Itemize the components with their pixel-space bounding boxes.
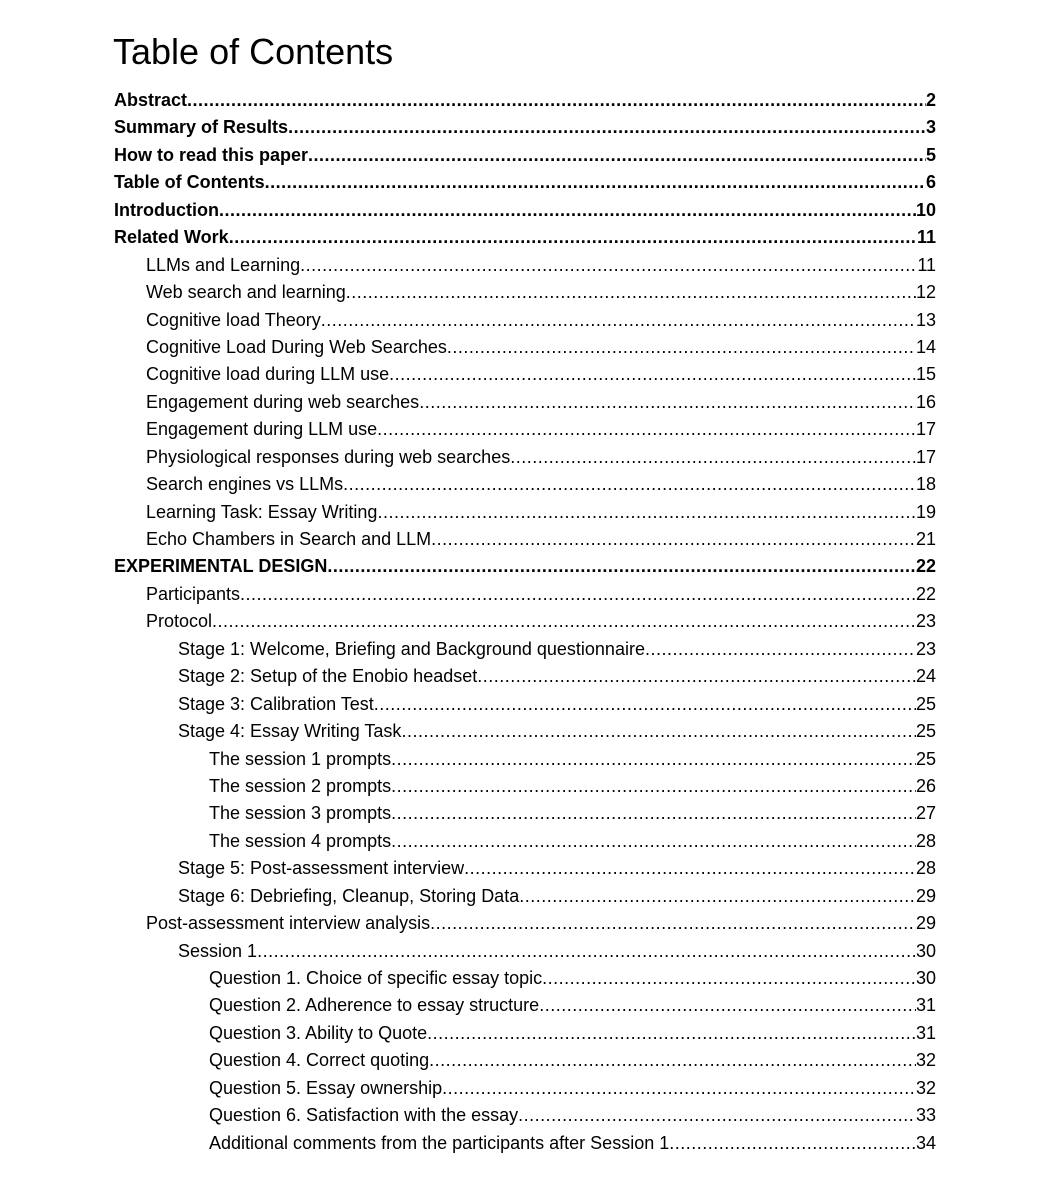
dot-leader bbox=[539, 992, 916, 1019]
toc-entry[interactable] bbox=[0, 1130, 1055, 1157]
toc-entry[interactable] bbox=[0, 142, 1055, 169]
toc-entry-row bbox=[114, 169, 936, 196]
toc-page-number: 18 bbox=[915, 474, 936, 495]
toc-entry-row bbox=[146, 499, 936, 526]
toc-page-number: 25 bbox=[915, 748, 936, 769]
dot-leader bbox=[288, 114, 926, 141]
toc-entry-row bbox=[178, 691, 936, 718]
dot-leader bbox=[308, 142, 926, 169]
toc-entry-label: LLMs and Learning bbox=[146, 254, 301, 275]
toc-entry-label: Question 3. Ability to Quote bbox=[209, 1022, 428, 1043]
dot-leader bbox=[240, 581, 916, 608]
toc-entry-label: Summary of Results bbox=[114, 117, 289, 138]
dot-leader bbox=[212, 608, 916, 635]
toc-entry-label: Session 1 bbox=[178, 940, 258, 961]
toc-entry-row bbox=[209, 746, 936, 773]
toc-entry[interactable] bbox=[0, 1020, 1055, 1047]
toc-page-number: 5 bbox=[925, 144, 936, 165]
toc-page-number: 28 bbox=[915, 830, 936, 851]
toc-entry[interactable] bbox=[0, 252, 1055, 279]
toc-entry-label: Additional comments from the participants after Session 1 bbox=[209, 1132, 670, 1153]
dot-leader bbox=[391, 800, 916, 827]
toc-page-number: 11 bbox=[916, 227, 936, 248]
toc-page-number: 10 bbox=[915, 199, 936, 220]
dot-leader bbox=[374, 691, 916, 718]
toc-entry-label: Related Work bbox=[114, 227, 229, 248]
toc-entry-row bbox=[146, 334, 936, 361]
toc-page-number: 26 bbox=[915, 775, 936, 796]
toc-page-number: 13 bbox=[915, 309, 936, 330]
toc-page-number: 30 bbox=[915, 968, 936, 988]
toc-entry-row bbox=[146, 389, 936, 416]
toc-entry[interactable] bbox=[0, 691, 1055, 718]
toc-entry-label: Cognitive load during LLM use bbox=[146, 364, 390, 385]
dot-leader bbox=[346, 279, 916, 306]
toc-entry[interactable] bbox=[0, 800, 1055, 827]
dot-leader bbox=[542, 965, 916, 992]
toc-entry-label: Table of Contents bbox=[114, 172, 265, 193]
toc-page-number: 2 bbox=[925, 90, 936, 110]
toc-page-number: 32 bbox=[915, 1050, 936, 1071]
toc-page-number: 19 bbox=[915, 501, 936, 522]
toc-page-number: 11 bbox=[917, 254, 936, 275]
toc-entry-label: Engagement during LLM use bbox=[146, 419, 378, 440]
toc-page-number: 17 bbox=[915, 446, 936, 467]
toc-entry[interactable] bbox=[0, 224, 1055, 251]
toc-page-number: 16 bbox=[915, 391, 936, 412]
toc-entry-label: The session 1 prompts bbox=[209, 748, 392, 769]
toc-page-number: 21 bbox=[915, 529, 936, 549]
toc-entry[interactable] bbox=[0, 526, 1055, 553]
toc-entry-label: Participants bbox=[146, 583, 241, 604]
toc-page-number: 29 bbox=[915, 913, 936, 934]
toc-page-number: 30 bbox=[915, 940, 936, 961]
dot-leader bbox=[401, 718, 916, 745]
toc-page-number: 17 bbox=[915, 419, 936, 440]
dot-leader bbox=[447, 334, 916, 361]
toc-page-number: 33 bbox=[915, 1105, 936, 1126]
toc-entry-row bbox=[178, 938, 936, 965]
dot-leader bbox=[477, 663, 916, 690]
toc-entry-row bbox=[209, 1047, 936, 1074]
toc-page-number: 22 bbox=[915, 583, 936, 604]
toc-entry[interactable] bbox=[0, 334, 1055, 361]
dot-leader bbox=[669, 1130, 916, 1157]
toc-entry-row bbox=[146, 910, 936, 937]
toc-entry[interactable] bbox=[0, 361, 1055, 388]
dot-leader bbox=[464, 855, 916, 882]
toc-entry-row bbox=[114, 197, 936, 224]
toc-entry-row bbox=[146, 608, 936, 635]
dot-leader bbox=[518, 1102, 916, 1129]
toc-entry-row bbox=[146, 361, 936, 388]
dot-leader bbox=[429, 1047, 916, 1074]
toc-entry-row bbox=[178, 855, 936, 882]
toc-entry-row bbox=[209, 1020, 936, 1047]
toc-entry-row bbox=[209, 965, 936, 992]
toc-entry[interactable] bbox=[0, 87, 1055, 114]
toc-entry-label: Stage 3: Calibration Test bbox=[178, 693, 374, 714]
dot-leader bbox=[427, 1020, 916, 1047]
toc-entry-row bbox=[209, 800, 936, 827]
toc-entry-row bbox=[146, 526, 936, 553]
toc-entry[interactable] bbox=[0, 1102, 1055, 1129]
toc-entry-row bbox=[114, 553, 936, 580]
toc-entry[interactable] bbox=[0, 1047, 1055, 1074]
toc-page-number: 23 bbox=[915, 611, 936, 632]
toc-entry[interactable] bbox=[0, 992, 1055, 1019]
toc-entry-label: Abstract bbox=[114, 90, 188, 110]
toc-entry-row bbox=[178, 718, 936, 745]
toc-page-number: 34 bbox=[915, 1132, 936, 1153]
toc-entry-label: Echo Chambers in Search and LLM bbox=[146, 529, 432, 549]
toc-entry-label: Question 1. Choice of specific essay topic bbox=[209, 968, 543, 988]
dot-leader bbox=[321, 307, 916, 334]
dot-leader bbox=[391, 828, 916, 855]
toc-entry-label: Stage 5: Post-assessment interview bbox=[178, 858, 465, 879]
toc-page-number: 29 bbox=[915, 885, 936, 906]
toc-entry-row bbox=[146, 416, 936, 443]
toc-entry-label: EXPERIMENTAL DESIGN bbox=[114, 556, 328, 577]
toc-entry-label: Learning Task: Essay Writing bbox=[146, 501, 378, 522]
toc-entry-label: Web search and learning bbox=[146, 282, 346, 303]
toc-page-number: 14 bbox=[915, 336, 936, 357]
toc-entry-label: Question 4. Correct quoting bbox=[209, 1050, 430, 1071]
toc-entry-row bbox=[209, 1130, 936, 1157]
dot-leader bbox=[389, 361, 916, 388]
toc-page-number: 32 bbox=[915, 1077, 936, 1098]
toc-entry[interactable] bbox=[0, 718, 1055, 745]
toc-entry-label: Stage 2: Setup of the Enobio headset bbox=[178, 666, 478, 687]
toc-entry[interactable] bbox=[0, 828, 1055, 855]
dot-leader bbox=[430, 910, 916, 937]
toc-entry-row bbox=[114, 142, 936, 169]
toc-entry-row bbox=[146, 307, 936, 334]
dot-leader bbox=[377, 416, 916, 443]
dot-leader bbox=[645, 636, 916, 663]
toc-entry-label: Introduction bbox=[114, 199, 219, 220]
toc-page-number: 22 bbox=[915, 556, 936, 577]
dot-leader bbox=[187, 87, 926, 114]
dot-leader bbox=[300, 252, 917, 279]
toc-entry-row bbox=[178, 663, 936, 690]
toc-entry[interactable] bbox=[0, 746, 1055, 773]
page-title: Table of Contents bbox=[113, 31, 394, 72]
toc-entry-row bbox=[146, 252, 936, 279]
toc-page-number: 31 bbox=[915, 1022, 936, 1043]
toc-entry-label: Stage 6: Debriefing, Cleanup, Storing Data bbox=[178, 885, 520, 906]
toc-entry[interactable] bbox=[0, 773, 1055, 800]
toc-entry[interactable] bbox=[0, 169, 1055, 196]
toc-list bbox=[0, 87, 1055, 1157]
toc-entry[interactable] bbox=[0, 389, 1055, 416]
dot-leader bbox=[419, 389, 916, 416]
toc-entry-label: Physiological responses during web searches bbox=[146, 446, 511, 467]
toc-page-number: 24 bbox=[915, 666, 936, 687]
toc-page-number: 31 bbox=[915, 995, 936, 1016]
toc-entry-row bbox=[209, 773, 936, 800]
toc-entry-row bbox=[146, 471, 936, 498]
toc-page-number: 25 bbox=[915, 721, 936, 742]
dot-leader bbox=[442, 1075, 916, 1102]
toc-entry-label: Engagement during web searches bbox=[146, 391, 420, 412]
dot-leader bbox=[391, 746, 916, 773]
toc-page-number: 23 bbox=[915, 638, 936, 659]
dot-leader bbox=[265, 169, 926, 196]
toc-entry[interactable] bbox=[0, 636, 1055, 663]
toc-entry[interactable] bbox=[0, 197, 1055, 224]
dot-leader bbox=[219, 197, 916, 224]
toc-entry-label: The session 3 prompts bbox=[209, 803, 392, 824]
toc-entry-row bbox=[209, 1102, 936, 1129]
toc-entry-row bbox=[178, 883, 936, 910]
toc-page-number: 27 bbox=[915, 803, 936, 824]
dot-leader bbox=[343, 471, 916, 498]
toc-entry[interactable] bbox=[0, 307, 1055, 334]
toc-page-number: 25 bbox=[915, 693, 936, 714]
dot-leader bbox=[391, 773, 916, 800]
toc-entry-label: Question 2. Adherence to essay structure bbox=[209, 995, 540, 1016]
toc-entry-row bbox=[114, 87, 936, 114]
toc-entry-label: Cognitive load Theory bbox=[146, 309, 321, 330]
toc-page-number: 6 bbox=[925, 172, 936, 193]
dot-leader bbox=[229, 224, 917, 251]
toc-entry-row bbox=[146, 444, 936, 471]
toc-entry-row bbox=[209, 828, 936, 855]
toc-entry-row bbox=[114, 224, 936, 251]
dot-leader bbox=[257, 938, 916, 965]
toc-entry[interactable] bbox=[0, 1075, 1055, 1102]
toc-entry-label: The session 4 prompts bbox=[209, 830, 392, 851]
toc-entry-label: The session 2 prompts bbox=[209, 775, 392, 796]
toc-entry[interactable] bbox=[0, 965, 1055, 992]
toc-entry[interactable] bbox=[0, 663, 1055, 690]
dot-leader bbox=[327, 553, 916, 580]
toc-entry[interactable] bbox=[0, 581, 1055, 608]
toc-entry-label: Cognitive Load During Web Searches bbox=[146, 336, 447, 357]
toc-page-number: 3 bbox=[925, 117, 936, 138]
toc-entry[interactable] bbox=[0, 499, 1055, 526]
toc-entry-label: Protocol bbox=[146, 611, 213, 632]
toc-entry[interactable] bbox=[0, 553, 1055, 580]
dot-leader bbox=[519, 883, 916, 910]
toc-entry-label: Search engines vs LLMs bbox=[146, 474, 344, 495]
toc-entry-label: Stage 1: Welcome, Briefing and Background questionnaire bbox=[178, 638, 645, 659]
toc-entry-row bbox=[209, 1075, 936, 1102]
toc-entry-label: Post-assessment interview analysis bbox=[146, 913, 431, 934]
toc-entry[interactable] bbox=[0, 938, 1055, 965]
toc-entry-row bbox=[178, 636, 936, 663]
toc-page-number: 12 bbox=[915, 282, 936, 303]
toc-entry-row bbox=[209, 992, 936, 1019]
toc-entry[interactable] bbox=[0, 608, 1055, 635]
dot-leader bbox=[431, 526, 916, 553]
toc-entry[interactable] bbox=[0, 855, 1055, 882]
dot-leader bbox=[510, 444, 916, 471]
toc-entry[interactable] bbox=[0, 883, 1055, 910]
toc-entry[interactable] bbox=[0, 279, 1055, 306]
toc-page-number: 28 bbox=[915, 858, 936, 879]
toc-entry[interactable] bbox=[0, 471, 1055, 498]
toc-entry[interactable] bbox=[0, 444, 1055, 471]
toc-page-number: 15 bbox=[915, 364, 936, 385]
toc-entry-label: Question 6. Satisfaction with the essay bbox=[209, 1105, 519, 1126]
toc-entry-row bbox=[146, 279, 936, 306]
toc-entry-row bbox=[114, 114, 936, 141]
dot-leader bbox=[377, 499, 916, 526]
toc-entry[interactable] bbox=[0, 416, 1055, 443]
toc-entry[interactable] bbox=[0, 114, 1055, 141]
toc-entry-row bbox=[146, 581, 936, 608]
toc-entry-label: How to read this paper bbox=[114, 144, 309, 165]
toc-entry[interactable] bbox=[0, 910, 1055, 937]
toc-entry-label: Stage 4: Essay Writing Task bbox=[178, 721, 402, 742]
toc-entry-label: Question 5. Essay ownership bbox=[209, 1077, 443, 1098]
